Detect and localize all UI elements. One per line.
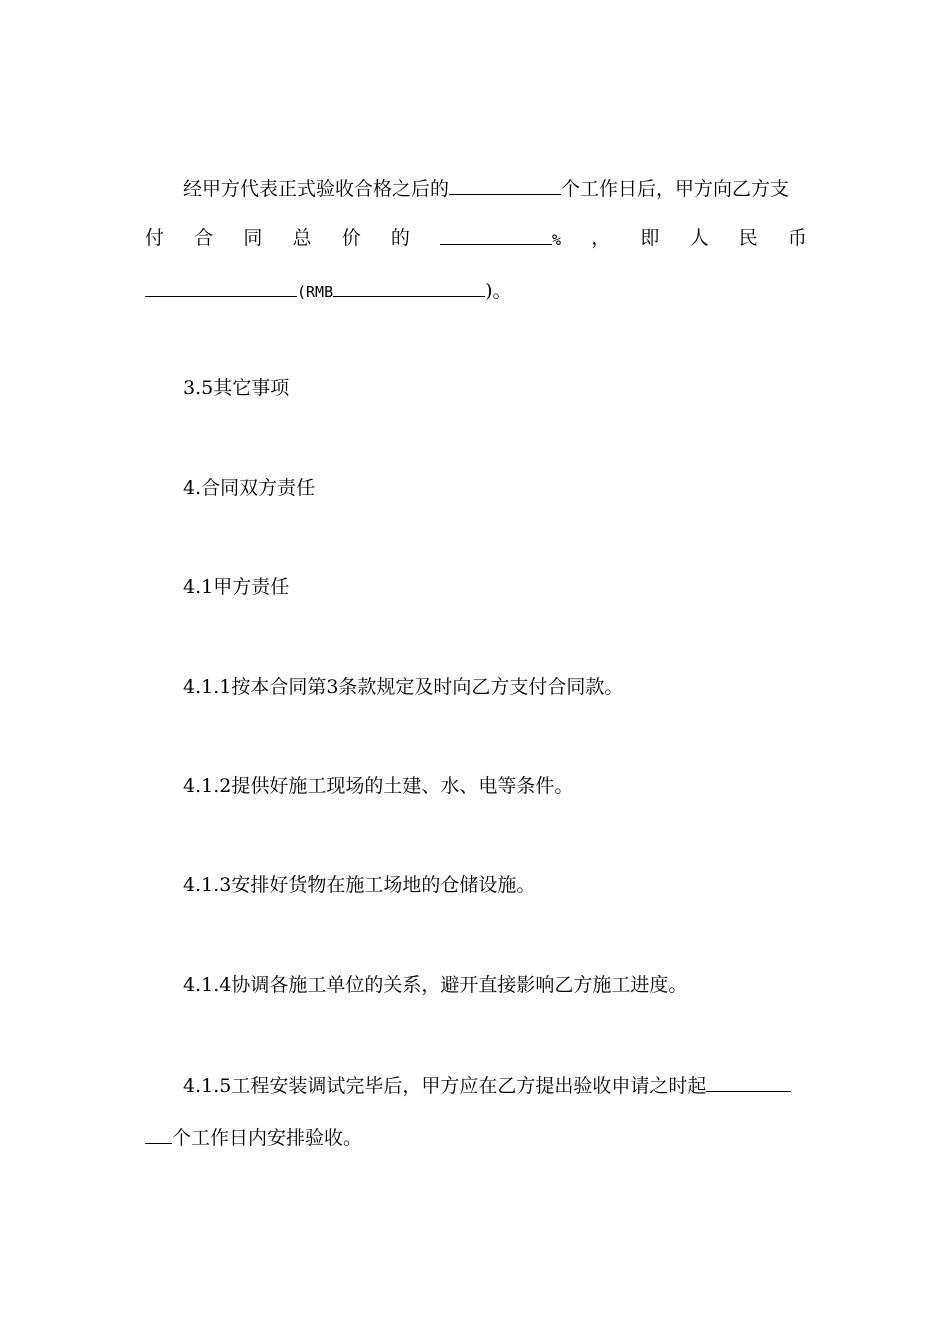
char-7: 即 [640, 227, 660, 249]
acceptance-days-blank-a [706, 1073, 791, 1092]
char-9: 民 [738, 227, 758, 249]
payment-clause-line-3 [145, 278, 807, 304]
section-4: 4.合同双方责任 [183, 477, 316, 499]
char-2: 合 [194, 227, 214, 249]
char-8: 人 [689, 227, 709, 249]
section-4-1-5-line-1 [183, 1073, 807, 1098]
working-days-blank [449, 176, 561, 195]
acceptance-days-blank-b [145, 1125, 172, 1144]
payment-clause-line-1 [183, 176, 807, 201]
payment-clause-text-b: 个工作日后，甲方向乙方支 [561, 178, 790, 200]
section-4-1-4: 4.1.4协调各施工单位的关系，避开直接影响乙方施工进度。 [183, 974, 688, 996]
closing-paren: )。 [485, 280, 512, 302]
rmb-label: (RMB [297, 283, 334, 301]
percent-sign: % [552, 231, 562, 249]
section-4-1-5-line-2 [145, 1125, 807, 1150]
char-3: 同 [243, 227, 263, 249]
payment-clause-text-a: 经甲方代表正式验收合格之后的 [183, 178, 450, 200]
section-4-1-5-text: 4.1.5工程安装调试完毕后，甲方应在乙方提出验收申请之时起 [183, 1075, 707, 1097]
percent-group [440, 226, 561, 252]
char-4: 总 [292, 227, 312, 249]
payment-clause-line-2 [145, 226, 807, 252]
amount-blank [145, 278, 297, 297]
percent-blank [440, 226, 552, 245]
section-4-1-3: 4.1.3安排好货物在施工场地的仓储设施。 [183, 874, 536, 896]
comma: ， [591, 227, 611, 249]
section-4-1-1: 4.1.1按本合同第3条款规定及时向乙方支付合同款。 [183, 676, 624, 698]
section-3-5: 3.5其它事项 [183, 377, 290, 399]
char-5: 价 [341, 227, 361, 249]
char-6: 的 [390, 227, 410, 249]
section-4-1-2: 4.1.2提供好施工现场的土建、水、电等条件。 [183, 775, 574, 797]
section-4-1: 4.1甲方责任 [183, 576, 290, 598]
char-1: 付 [145, 227, 165, 249]
section-4-1-5-text-2: 个工作日内安排验收。 [172, 1127, 363, 1149]
char-10: 币 [787, 227, 807, 249]
rmb-blank [333, 278, 485, 297]
